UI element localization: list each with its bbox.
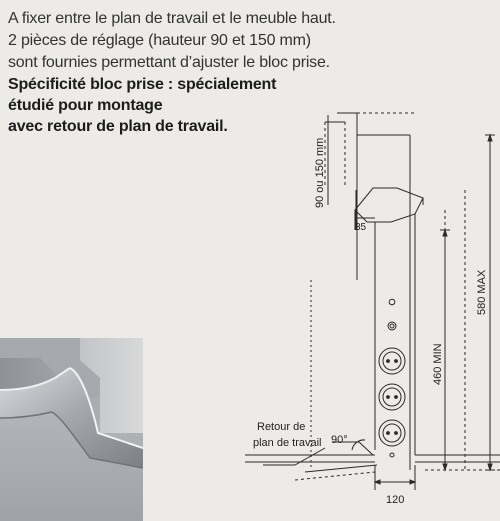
top-cap (355, 188, 423, 222)
worktop-return-photo-image (0, 338, 143, 521)
retour-label-line-2: plan de travail (253, 437, 322, 449)
dim-460min-label: 460 MIN (432, 343, 444, 385)
socket-1 (379, 348, 405, 374)
socket-2 (379, 384, 405, 410)
dim-35-label: 35 (355, 222, 367, 233)
retour-label-line-1: Retour de (257, 421, 306, 433)
feature-line-3: avec retour de plan de travail. (8, 118, 228, 135)
dim-adjust-label: 90 ou 150 mm (314, 137, 326, 208)
technical-drawing (145, 110, 500, 521)
socket-3 (379, 420, 405, 446)
intro-line-1: A fixer entre le plan de travail et le meuble haut. (8, 10, 336, 27)
feature-line-2: étudié pour montage (8, 97, 163, 114)
dim-580max-label: 580 MAX (476, 269, 488, 315)
dim-width-label: 120 (386, 494, 405, 506)
feature-line-1: Spécificité bloc prise : spécialement (8, 76, 277, 93)
upper-cabinet-right-edge (337, 113, 357, 280)
worktop-return-photo (0, 338, 143, 521)
intro-line-2: 2 pièces de réglage (hauteur 90 et 150 mm) (8, 32, 311, 49)
angle-label: 90° (331, 434, 348, 446)
intro-line-3: sont fournies permettant d’ajuster le bloc prise. (8, 54, 330, 71)
